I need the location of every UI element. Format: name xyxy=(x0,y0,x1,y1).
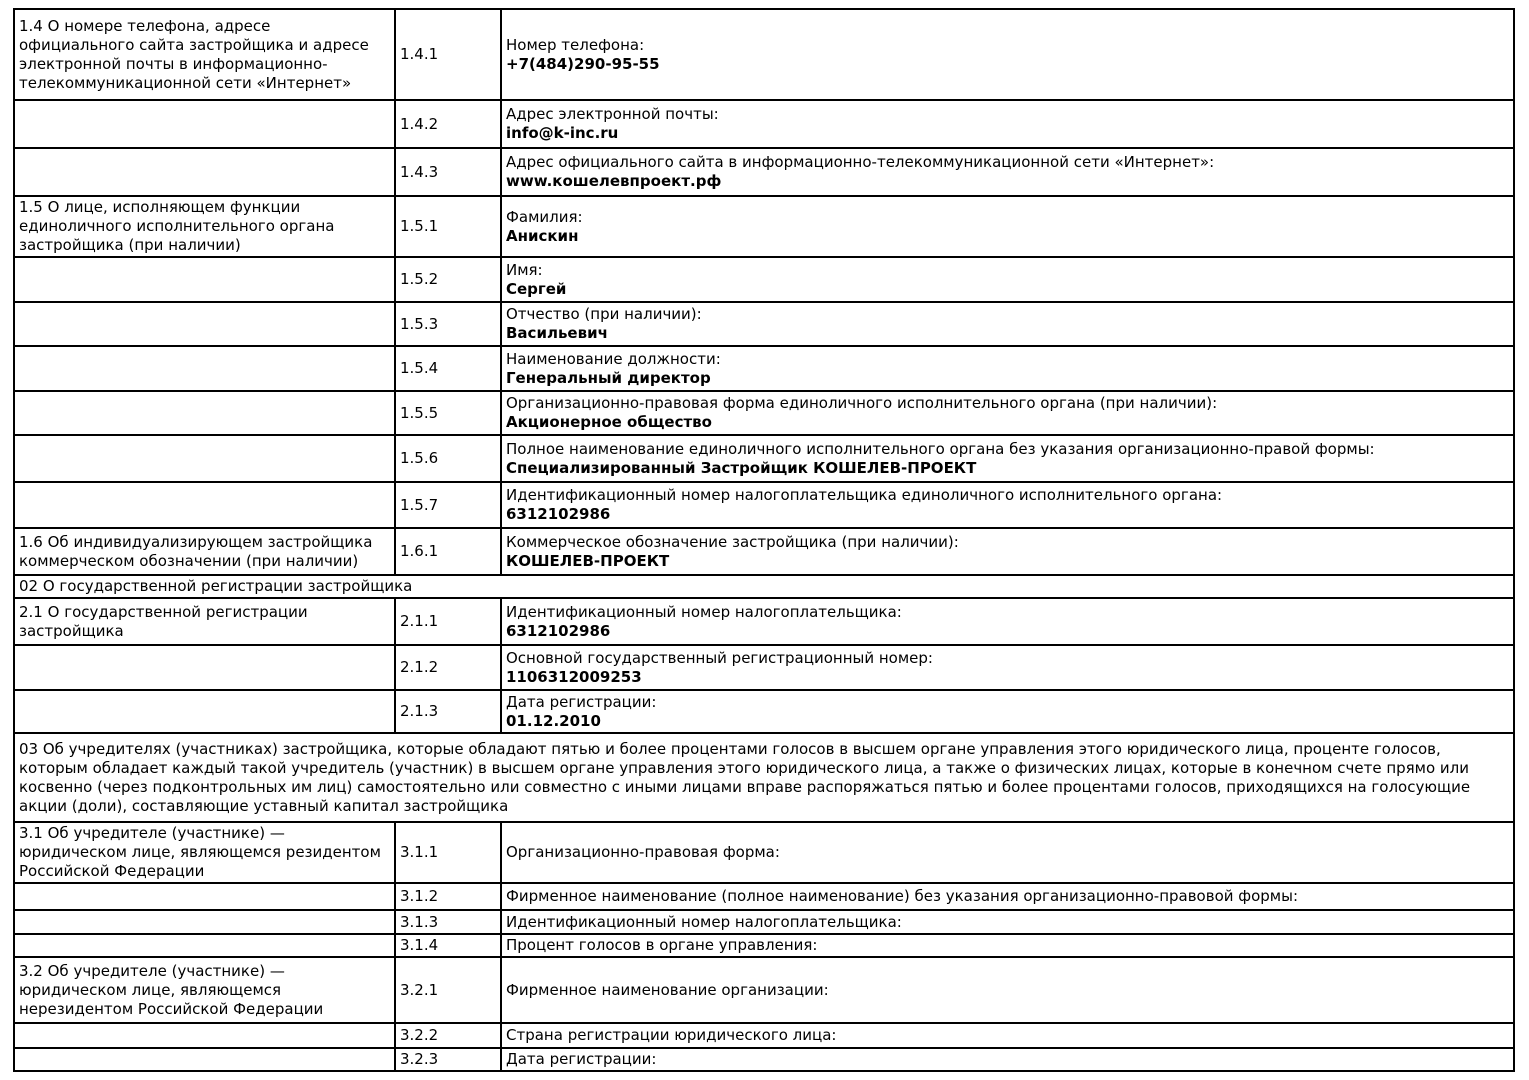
section-cell xyxy=(14,435,395,482)
field-label: Дата регистрации: xyxy=(506,692,657,711)
section-cell xyxy=(14,910,395,934)
item-number: 1.4.1 xyxy=(395,9,501,100)
table-row xyxy=(14,883,1514,910)
field-cell xyxy=(501,910,1514,934)
item-number: 2.1.2 xyxy=(395,645,501,690)
field-cell xyxy=(501,690,1514,733)
field-value: Васильевич xyxy=(506,324,608,342)
field-cell xyxy=(501,528,1514,575)
field-cell xyxy=(501,257,1514,302)
field-cell xyxy=(501,957,1514,1023)
field-cell xyxy=(501,934,1514,957)
section-cell: 3.2 Об учредителе (участнике) — юридическом лице, являющемся нерезидентом Российской Федерации xyxy=(14,957,395,1023)
field-value: Сергей xyxy=(506,279,567,298)
field-label: Фирменное наименование организации: xyxy=(506,980,829,999)
declaration-table xyxy=(13,8,1515,1072)
field-value: Акционерное общество xyxy=(506,413,712,431)
field-cell xyxy=(501,1048,1514,1071)
table-row xyxy=(14,482,1514,528)
section-cell: 1.5 О лице, исполняющем функции единоличного исполнительного органа застройщика (при наличии) xyxy=(14,196,395,257)
table-row xyxy=(14,934,1514,957)
field-label: Идентификационный номер налогоплательщика единоличного исполнительного органа: xyxy=(506,486,1223,504)
item-number: 1.5.2 xyxy=(395,257,501,302)
field-label: Коммерческое обозначение застройщика (при наличии): xyxy=(506,532,959,551)
field-value: Специализированный Застройщик КОШЕЛЕВ-ПРОЕКТ xyxy=(506,458,977,477)
field-label: Идентификационный номер налогоплательщика: xyxy=(506,912,902,931)
item-number: 2.1.1 xyxy=(395,598,501,645)
section-cell xyxy=(14,346,395,391)
section-cell xyxy=(14,302,395,346)
table-row xyxy=(14,391,1514,435)
field-value: Анискин xyxy=(506,226,579,245)
field-value: www.кошелевпроект.рф xyxy=(506,172,722,190)
field-label: Адрес официального сайта в информационно-телекоммуникационной сети «Интернет»: xyxy=(506,153,1215,171)
section-cell xyxy=(14,100,395,148)
field-label: Организационно-правовая форма: xyxy=(506,843,780,861)
table-row xyxy=(14,598,1514,645)
table-row xyxy=(14,910,1514,934)
table-row xyxy=(14,148,1514,196)
field-cell xyxy=(501,196,1514,257)
item-number: 3.1.4 xyxy=(395,934,501,957)
item-number: 1.5.5 xyxy=(395,391,501,435)
section-cell: 1.6 Об индивидуализирующем застройщика коммерческом обозначении (при наличии) xyxy=(14,528,395,575)
field-label: Фирменное наименование (полное наименование) без указания организационно-правовой формы: xyxy=(506,887,1299,905)
item-number: 1.5.7 xyxy=(395,482,501,528)
field-value: КОШЕЛЕВ-ПРОЕКТ xyxy=(506,551,670,570)
field-value: 01.12.2010 xyxy=(506,711,601,730)
table-row xyxy=(14,822,1514,883)
section-cell xyxy=(14,257,395,302)
item-number: 3.1.1 xyxy=(395,822,501,883)
field-cell xyxy=(501,346,1514,391)
field-value: Генеральный директор xyxy=(506,368,711,387)
table-row xyxy=(14,645,1514,690)
item-number: 1.5.3 xyxy=(395,302,501,346)
table-row xyxy=(14,100,1514,148)
field-value: 6312102986 xyxy=(506,621,611,640)
section-cell xyxy=(14,645,395,690)
table-row xyxy=(14,690,1514,733)
field-label: Имя: xyxy=(506,260,543,279)
field-label: Наименование должности: xyxy=(506,349,721,368)
field-label: Идентификационный номер налогоплательщика: xyxy=(506,602,902,621)
section-band-text: 03 Об учредителях (участниках) застройщика, которые обладают пятью и более процентами голосов в высшем органе управления этого юридического лица, проценте голосов, которым обладает каждый такой учредитель (участник) в высшем органе управления этого юридического лица, а также о физических лицах, которые в конечном счете прямо или косвенно (через подконтрольных им лиц) самостоятельно или совместно с иными лицами вправе распоряжаться пятью и более процентами голосов, приходящихся на голосующие акции (доли), составляющие уставный капитал застройщика xyxy=(14,733,1514,822)
table-row xyxy=(14,9,1514,100)
item-number: 3.2.2 xyxy=(395,1023,501,1048)
section-cell: 3.1 Об учредителе (участнике) — юридическом лице, являющемся резидентом Российской Федерации xyxy=(14,822,395,883)
section-cell xyxy=(14,391,395,435)
section-band-row xyxy=(14,575,1514,598)
table-row xyxy=(14,302,1514,346)
section-band-text: 02 О государственной регистрации застройщика xyxy=(14,575,1514,598)
field-label: Отчество (при наличии): xyxy=(506,305,702,323)
field-cell xyxy=(501,482,1514,528)
field-cell xyxy=(501,9,1514,100)
field-cell xyxy=(501,822,1514,883)
section-cell xyxy=(14,482,395,528)
table-row xyxy=(14,1048,1514,1071)
field-label: Страна регистрации юридического лица: xyxy=(506,1026,837,1044)
field-cell xyxy=(501,435,1514,482)
item-number: 3.2.1 xyxy=(395,957,501,1023)
item-number: 1.6.1 xyxy=(395,528,501,575)
field-cell xyxy=(501,598,1514,645)
field-label: Основной государственный регистрационный номер: xyxy=(506,648,933,667)
field-cell xyxy=(501,148,1514,196)
section-cell xyxy=(14,883,395,910)
item-number: 3.2.3 xyxy=(395,1048,501,1071)
item-number: 2.1.3 xyxy=(395,690,501,733)
field-cell xyxy=(501,1023,1514,1048)
item-number: 3.1.2 xyxy=(395,883,501,910)
item-number: 1.5.6 xyxy=(395,435,501,482)
field-value: info@k-inc.ru xyxy=(506,124,619,142)
field-label: Номер телефона: xyxy=(506,35,645,54)
section-band-row xyxy=(14,733,1514,822)
field-cell xyxy=(501,883,1514,910)
section-cell: 1.4 О номере телефона, адресе официального сайта застройщика и адресе электронной почты в информационно-телекоммуникационной сети «Интернет» xyxy=(14,9,395,100)
item-number: 1.4.3 xyxy=(395,148,501,196)
section-cell xyxy=(14,934,395,957)
item-number: 1.4.2 xyxy=(395,100,501,148)
section-cell: 2.1 О государственной регистрации застройщика xyxy=(14,598,395,645)
field-value: +7(484)290-95-55 xyxy=(506,54,660,73)
field-cell xyxy=(501,100,1514,148)
table-row xyxy=(14,196,1514,257)
declaration-table-body xyxy=(14,9,1514,1071)
field-label: Дата регистрации: xyxy=(506,1050,657,1068)
field-label: Организационно-правовая форма единоличного исполнительного органа (при наличии): xyxy=(506,394,1218,412)
field-cell xyxy=(501,391,1514,435)
section-cell xyxy=(14,1048,395,1071)
section-cell xyxy=(14,148,395,196)
table-row xyxy=(14,957,1514,1023)
section-cell xyxy=(14,1023,395,1048)
table-row xyxy=(14,435,1514,482)
field-cell xyxy=(501,302,1514,346)
field-cell xyxy=(501,645,1514,690)
field-value: 1106312009253 xyxy=(506,667,642,686)
item-number: 3.1.3 xyxy=(395,910,501,934)
table-row xyxy=(14,1023,1514,1048)
table-row xyxy=(14,346,1514,391)
table-row xyxy=(14,528,1514,575)
field-label: Фамилия: xyxy=(506,207,583,226)
field-label: Полное наименование единоличного исполнительного органа без указания организационно-правой формы: xyxy=(506,439,1375,458)
item-number: 1.5.4 xyxy=(395,346,501,391)
section-cell xyxy=(14,690,395,733)
field-label: Процент голосов в органе управления: xyxy=(506,936,818,954)
item-number: 1.5.1 xyxy=(395,196,501,257)
field-value: 6312102986 xyxy=(506,505,611,523)
field-label: Адрес электронной почты: xyxy=(506,105,719,123)
table-row xyxy=(14,257,1514,302)
